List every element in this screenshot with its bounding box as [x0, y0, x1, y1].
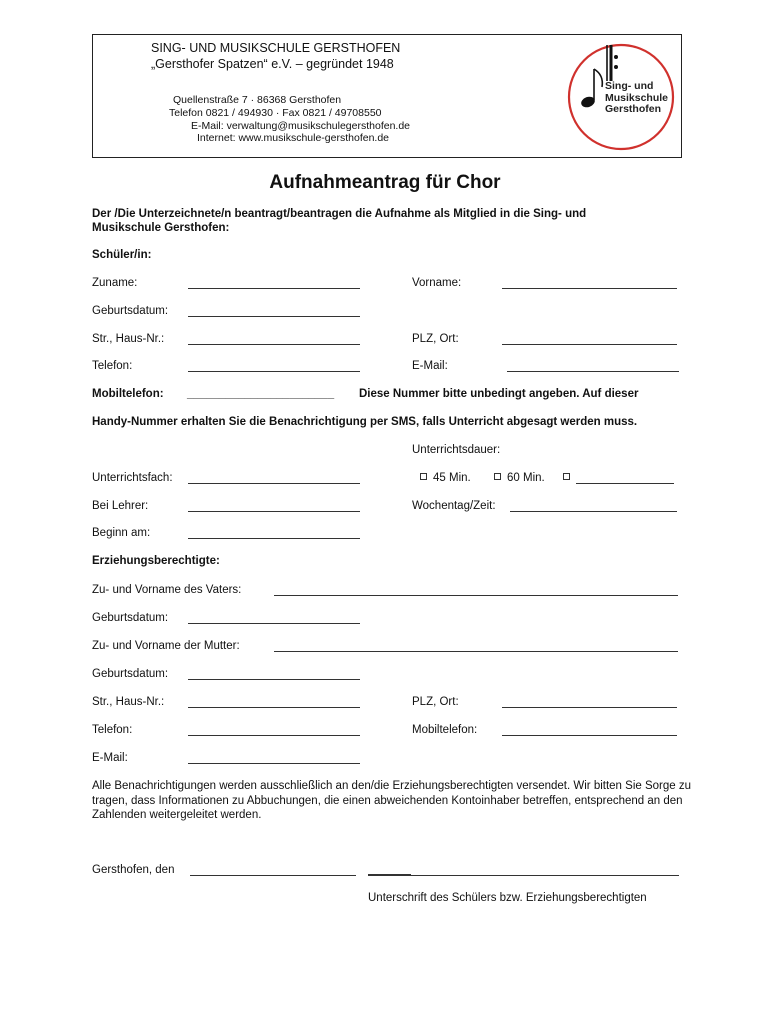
- option-60-min[interactable]: 60 Min.: [494, 472, 545, 484]
- subject-label: Unterrichtsfach:: [92, 472, 173, 484]
- other-duration-field[interactable]: [576, 483, 674, 484]
- school-name: SING- UND MUSIKSCHULE GERSTHOFEN: [151, 41, 401, 55]
- mother-field[interactable]: [274, 651, 678, 652]
- guardian-zip-city-field[interactable]: [502, 707, 677, 708]
- date-field[interactable]: [190, 875, 356, 876]
- father-birth-field[interactable]: [188, 623, 360, 624]
- street-field[interactable]: [188, 344, 360, 345]
- mother-birth-label: Geburtsdatum:: [92, 668, 169, 680]
- guardian-email-field[interactable]: [188, 763, 360, 764]
- school-website: Internet: www.musikschule-gersthofen.de: [197, 132, 390, 144]
- phone-field[interactable]: [188, 371, 360, 372]
- place-date-label: Gersthofen, den: [92, 864, 175, 876]
- firstname-field[interactable]: [502, 288, 677, 289]
- street-label: Str., Haus-Nr.:: [92, 333, 165, 345]
- phone-label: Telefon:: [92, 360, 133, 372]
- guardian-street-field[interactable]: [188, 707, 360, 708]
- mother-label: Zu- und Vorname der Mutter:: [92, 640, 240, 652]
- student-heading: Schüler/in:: [92, 249, 152, 261]
- guardian-street-label: Str., Haus-Nr.:: [92, 696, 165, 708]
- school-subtitle: „Gersthofer Spatzen“ e.V. – gegründet 1948: [151, 57, 394, 71]
- surname-field[interactable]: [188, 288, 360, 289]
- guardian-email-label: E-Mail:: [92, 752, 128, 764]
- guardian-mobile-label: Mobiltelefon:: [412, 724, 478, 736]
- father-label: Zu- und Vorname des Vaters:: [92, 584, 242, 596]
- guardian-phone-field[interactable]: [188, 735, 360, 736]
- birthdate-field[interactable]: [188, 316, 360, 317]
- start-label: Beginn am:: [92, 527, 151, 539]
- subject-field[interactable]: [188, 483, 360, 484]
- school-address: Quellenstraße 7 · 86368 Gersthofen: [173, 94, 342, 106]
- weekday-label: Wochentag/Zeit:: [412, 500, 496, 512]
- logo-text: Sing- und Musikschule Gersthofen: [605, 80, 669, 115]
- email-label: E-Mail:: [412, 360, 448, 372]
- email-field[interactable]: [507, 371, 679, 372]
- zip-city-field[interactable]: [502, 344, 677, 345]
- surname-label: Zuname:: [92, 277, 138, 289]
- firstname-label: Vorname:: [412, 277, 462, 289]
- mobile-note-2: Handy-Nummer erhalten Sie die Benachrichtigung per SMS, falls Unterricht abgesagt werden muss.: [92, 416, 638, 428]
- zip-city-label: PLZ, Ort:: [412, 333, 459, 345]
- guardians-heading: Erziehungsberechtigte:: [92, 555, 220, 567]
- school-phone-fax: Telefon 0821 / 494930 · Fax 0821 / 49708550: [169, 107, 382, 119]
- birthdate-label: Geburtsdatum:: [92, 305, 169, 317]
- signature-line-mark: [368, 874, 411, 876]
- guardian-zip-city-label: PLZ, Ort:: [412, 696, 459, 708]
- weekday-field[interactable]: [510, 511, 677, 512]
- duration-label: Unterrichtsdauer:: [412, 444, 501, 456]
- teacher-label: Bei Lehrer:: [92, 500, 149, 512]
- intro-line-2: Musikschule Gersthofen:: [92, 222, 230, 234]
- guardian-mobile-field[interactable]: [502, 735, 677, 736]
- mobile-note-1: Diese Nummer bitte unbedingt angeben. Auf dieser: [359, 388, 639, 400]
- letterhead-box: [92, 34, 682, 158]
- mobile-label: Mobiltelefon:: [92, 388, 164, 400]
- option-45-min[interactable]: 45 Min.: [420, 472, 471, 484]
- signature-field[interactable]: [411, 875, 679, 876]
- father-birth-label: Geburtsdatum:: [92, 612, 169, 624]
- mother-birth-field[interactable]: [188, 679, 360, 680]
- checkbox-45[interactable]: [420, 473, 427, 480]
- intro-line-1: Der /Die Unterzeichnete/n beantragt/beantragen die Aufnahme als Mitglied in die Sing- und: [92, 208, 587, 220]
- father-field[interactable]: [274, 595, 678, 596]
- page-title: Aufnahmeantrag für Chor: [269, 172, 501, 193]
- signature-caption: Unterschrift des Schülers bzw. Erziehungsberechtigten: [368, 892, 647, 904]
- school-email: E-Mail: verwaltung@musikschulegersthofen.de: [191, 120, 411, 132]
- guardian-phone-label: Telefon:: [92, 724, 133, 736]
- option-other[interactable]: [563, 472, 576, 484]
- notice-paragraph: Alle Benachrichtigungen werden ausschließlich an den/die Erziehungsberechtigten versendet. Wir bitten Sie Sorge zu tragen, dass Informationen zu Abbuchungen, die einen abweichenden Kontoinhaber betreffen, entsprechend an den Zahlenden weitergeleitet werden.: [92, 780, 691, 821]
- mobile-field[interactable]: _______________________: [187, 388, 335, 400]
- start-field[interactable]: [188, 538, 360, 539]
- checkbox-other[interactable]: [563, 473, 570, 480]
- teacher-field[interactable]: [188, 511, 360, 512]
- checkbox-60[interactable]: [494, 473, 501, 480]
